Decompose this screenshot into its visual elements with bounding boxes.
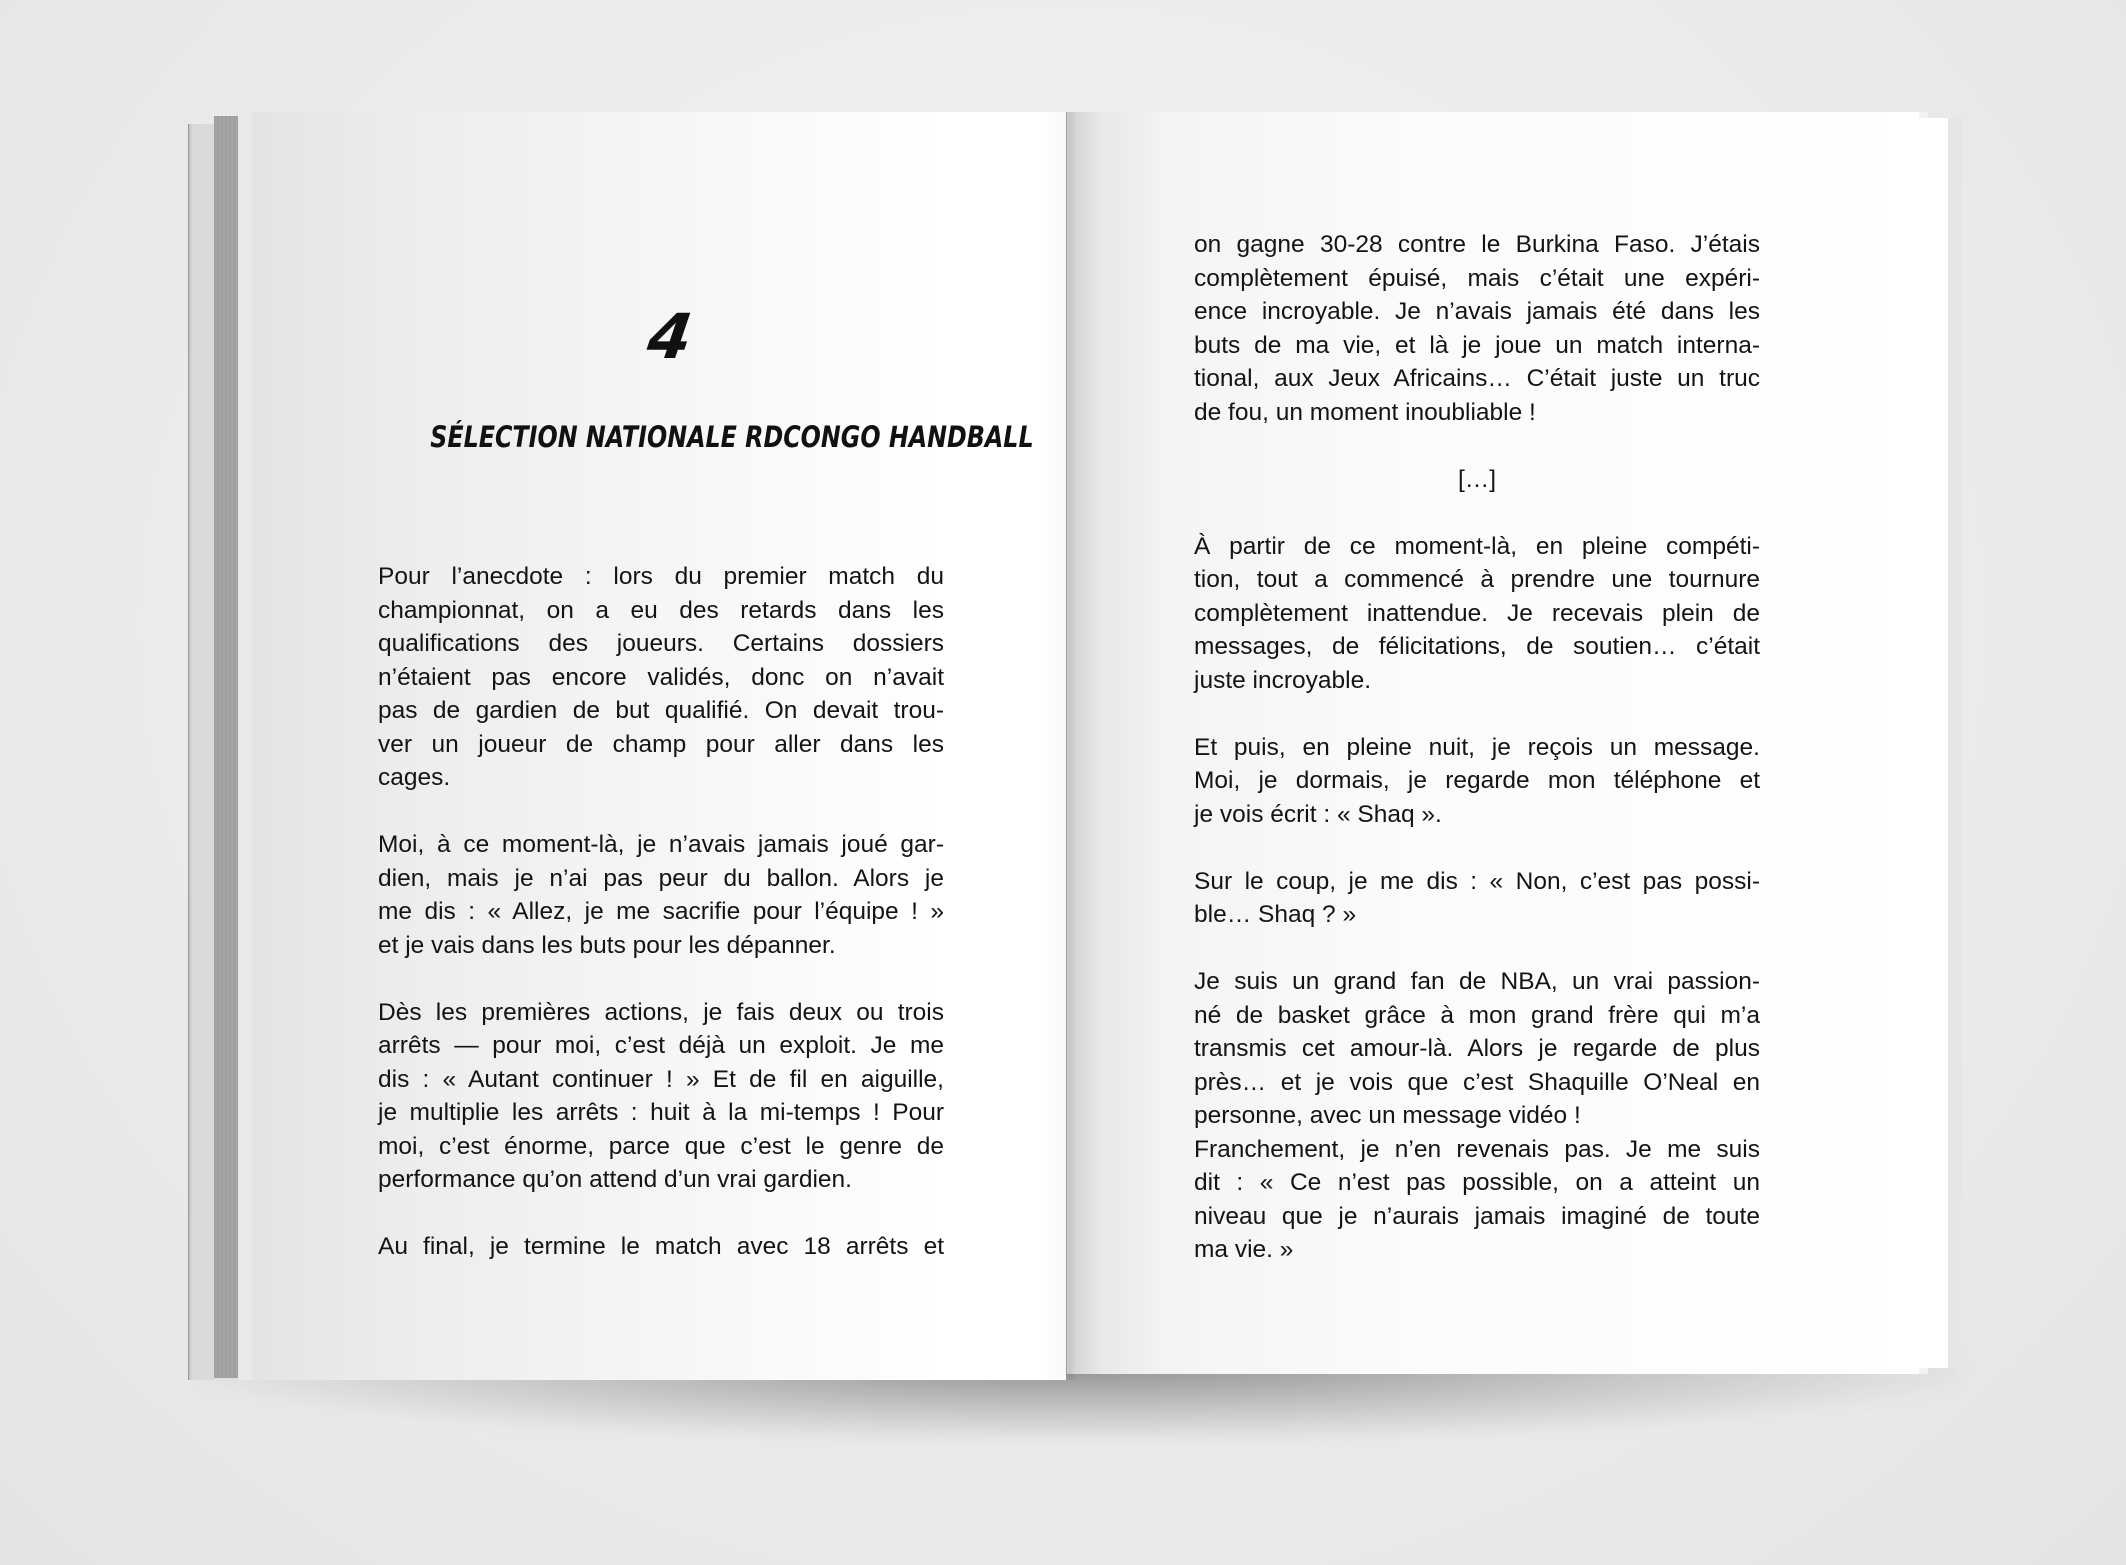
text-line: niveau que je n’aurais jamais imaginé de toute — [1194, 1202, 1760, 1230]
text-line: arrêts — pour moi, c’est déjà un exploit. Je me — [378, 1032, 944, 1059]
text-line: Je suis un grand fan de NBA, un vrai passion- — [1194, 968, 1760, 995]
book-gutter — [1040, 112, 1100, 1380]
text-line: Moi, à ce moment-là, je n’avais jamais joué gar- — [378, 831, 944, 858]
text-line: cages. — [378, 764, 451, 791]
text-line: complètement épuisé, mais c’était une expéri- — [1194, 264, 1760, 292]
text-line: Moi, je dormais, je regarde mon téléphone et — [1194, 767, 1760, 794]
right-cover-edge — [1918, 118, 1962, 1368]
chapter-number: 4 — [643, 300, 697, 373]
text-line: de fou, un moment inoubliable ! — [1194, 398, 1536, 426]
paragraph — [1194, 965, 1760, 1267]
text-line: dit : « Ce n’est pas possible, on a atteint un — [1194, 1169, 1760, 1196]
text-line: dis : « Autant continuer ! » Et de fil en aiguille, — [378, 1065, 944, 1093]
paragraph — [378, 1230, 944, 1264]
text-line: complètement inattendue. Je recevais plein de — [1194, 599, 1760, 627]
text-line: buts de ma vie, et là je joue un match interna- — [1194, 331, 1760, 359]
text-line: Et puis, en pleine nuit, je reçois un message. — [1194, 733, 1760, 761]
left-page-body — [378, 560, 944, 1297]
text-line: performance qu’on attend d’un vrai gardien. — [378, 1166, 852, 1193]
text-line: on gagne 30-28 contre le Burkina Faso. J’étais — [1194, 231, 1760, 258]
text-line: ver un joueur de champ pour aller dans les — [378, 730, 944, 758]
text-line: ble… Shaq ? » — [1194, 901, 1357, 928]
left-cover-edge — [188, 124, 215, 1380]
paragraph — [378, 996, 944, 1197]
text-line: À partir de ce moment-là, en pleine compéti- — [1194, 532, 1760, 560]
text-line: championnat, on a eu des retards dans les — [378, 596, 944, 624]
text-line: près… et je vois que c’est Shaquille O’Neal en — [1194, 1068, 1760, 1096]
text-line: ma vie. » — [1194, 1236, 1294, 1263]
text-line: personne, avec un message vidéo ! — [1194, 1102, 1581, 1129]
text-line: n’étaient pas encore validés, donc on n’avait — [378, 663, 944, 691]
text-line: transmis cet amour-là. Alors je regarde de plus — [1194, 1035, 1760, 1062]
paragraph — [1194, 865, 1760, 932]
text-line: messages, de félicitations, de soutien… c’était — [1194, 633, 1760, 660]
text-line: tional, aux Jeux Africains… C’était juste un truc — [1194, 365, 1760, 392]
text-line: je multiplie les arrêts : huit à la mi-temps ! Pour — [378, 1099, 944, 1126]
text-line: qualifications des joueurs. Certains dossiers — [378, 630, 944, 657]
paragraph — [1194, 530, 1760, 698]
chapter-title: SÉLECTION NATIONALE RDCONGO HANDBALL — [430, 420, 1034, 454]
text-line: Franchement, je n’en revenais pas. Je me suis — [1194, 1135, 1760, 1163]
text-line: moi, c’est énorme, parce que c’est le genre de — [378, 1132, 944, 1160]
paragraph — [1194, 228, 1760, 429]
paragraph — [378, 828, 944, 962]
text-line: Sur le coup, je me dis : « Non, c’est pas possi- — [1194, 867, 1760, 895]
text-line: pas de gardien de but qualifié. On devait trou- — [378, 697, 944, 724]
text-line: Pour l’anecdote : lors du premier match du — [378, 563, 944, 590]
section-break: […] — [1457, 465, 1497, 493]
text-line: Au final, je termine le match avec 18 arrêts et — [378, 1233, 944, 1260]
text-line: ence incroyable. Je n’avais jamais été dans les — [1194, 298, 1760, 325]
text-line: né de basket grâce à mon grand frère qui m’a — [1194, 1001, 1760, 1029]
text-line: dien, mais je n’ai pas peur du ballon. Alors je — [378, 864, 944, 892]
left-page-stack-light — [238, 114, 253, 1380]
text-line: tion, tout a commencé à prendre une tournure — [1194, 566, 1760, 593]
left-page-stack — [214, 116, 238, 1378]
paragraph — [1194, 731, 1760, 832]
paragraph — [378, 560, 944, 795]
text-line: je vois écrit : « Shaq ». — [1194, 800, 1442, 828]
text-line: juste incroyable. — [1194, 666, 1372, 694]
right-page-body — [1194, 228, 1760, 1300]
text-line: et je vais dans les buts pour les dépanner. — [378, 931, 836, 959]
text-line: Dès les premières actions, je fais deux ou trois — [378, 998, 944, 1026]
text-line: me dis : « Allez, je me sacrifie pour l’équipe ! » — [378, 898, 944, 925]
